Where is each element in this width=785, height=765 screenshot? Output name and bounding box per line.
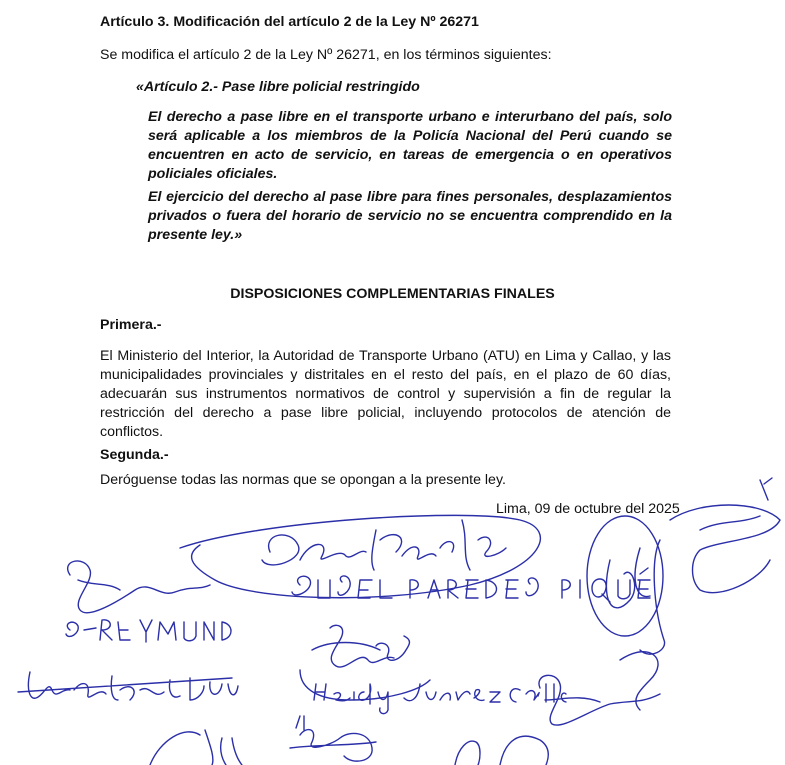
signature-heidy-printed	[314, 684, 566, 714]
quote-paragraph-2: El ejercicio del derecho al pase libre para fines personales, desplazamientos privados o fuera del horario de servicio no se encuentra comprendido en la presente ley.»	[148, 189, 672, 243]
quote-title: «Artículo 2.- Pase libre policial restringido	[136, 79, 420, 95]
signature-susel-paredes	[262, 520, 506, 570]
signature-bottom-right	[539, 652, 660, 725]
signature-reymundo-printed	[66, 620, 231, 642]
signature-heidy-juarez	[300, 625, 430, 700]
signature-bottom-3	[455, 736, 548, 765]
signature-reymundo	[68, 561, 210, 613]
section-heading: DISPOSICIONES COMPLEMENTARIAS FINALES	[230, 286, 555, 302]
place-date: Lima, 09 de octubre del 2025	[496, 501, 680, 517]
first-provision-text: El Ministerio del Interior, la Autoridad de Transporte Urbano (ATU) en Lima y Callao, y las municipalidades provinciales y distritales en el resto del país, en el plazo de 60 días, adecuarán sus instrumentos normativos de control y supervisión a fin de regular la restricción del derecho a pase libre policial, incluyendo protocolos de atención de conflictos.	[100, 348, 671, 440]
signature-susel-printed	[292, 568, 650, 602]
article-intro: Se modifica el artículo 2 de la Ley Nº 26271, en los términos siguientes:	[100, 47, 552, 63]
article-heading: Artículo 3. Modificación del artículo 2 de la Ley Nº 26271	[100, 14, 479, 30]
first-provision-label: Primera.-	[100, 317, 162, 333]
second-provision-label: Segunda.-	[100, 447, 169, 463]
signature-bottom-1	[150, 730, 242, 765]
signature-flourish	[180, 515, 540, 597]
quote-paragraph-1: El derecho a pase libre en el transporte urbano e interurbano del país, solo será aplicable a los miembros de la Policía Nacional del Perú cuando se encuentren en acto de servicio, en tareas de emergencia o en operativos policiales oficiales.	[148, 109, 672, 182]
second-provision-text: Deróguense todas las normas que se opongan a la presente ley.	[100, 472, 506, 488]
signature-bottom-2	[290, 716, 376, 761]
signature-portero-lopez	[18, 672, 238, 700]
signature-right-oval	[587, 516, 663, 636]
